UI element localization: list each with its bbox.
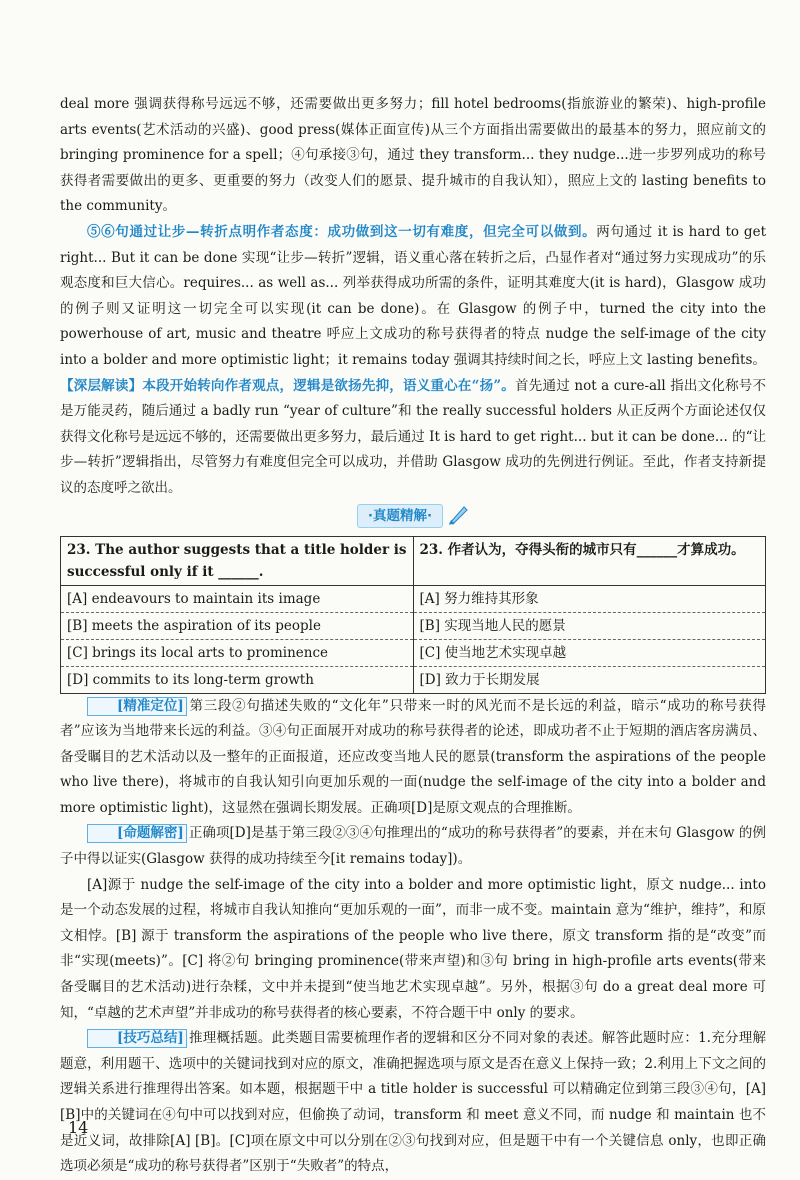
question-decode-paragraph <box>60 821 766 872</box>
question-decode-label: [命题解密] <box>87 824 187 843</box>
question-stem-row <box>61 536 766 585</box>
technique-summary-label: [技巧总结] <box>87 1029 187 1048</box>
technique-summary-paragraph <box>60 1026 766 1180</box>
question-stem-zh: 23. 作者认为，夺得头衔的城市只有______才算成功。 <box>413 536 766 585</box>
section-banner <box>60 504 766 530</box>
option-row <box>61 666 766 693</box>
analysis-paragraph-1: deal more 强调获得称号远远不够，还需要做出更多努力；fill hotel bedrooms(指旅游业的繁荣)、high-profile arts events(艺术活动的兴盛)、good press(媒体正面宣传)从三个方面指出需要做出的最基本的努力，照应前文的 bringing prominence for a spell；④句承接③句，通过 they transform... they nudge...进一步罗列成功的称号获得者需要做出的更多、更重要的努力（改变人们的愿景、提升城市的自我认知），照应上文的 lasting benefits to the community。 <box>60 96 766 215</box>
option-a-zh: [A] 努力维持其形象 <box>413 585 766 612</box>
paragraph-2-lead: ⑤⑥句通过让步—转折点明作者态度：成功做到这一切有难度，但完全可以做到。 <box>87 223 597 240</box>
question-table <box>60 536 766 694</box>
option-a-en: [A] endeavours to maintain its image <box>61 585 414 612</box>
deep-reading-label: 【深层解读】 <box>60 377 143 394</box>
precise-location-paragraph <box>60 694 766 822</box>
deep-reading-lead: 本段开始转向作者观点，逻辑是欲扬先抑，语义重心在“扬”。 <box>142 377 516 394</box>
question-stem-en: 23. The author suggests that a title holder is successful only if it ______. <box>61 536 414 585</box>
distractor-analysis-paragraph: [A]源于 nudge the self-image of the city into a bolder and more optimistic light，原文 nudge... into 是一个动态发展的过程，将城市自我认知推向“更加乐观的一面”，而非一成不变。maintain 意为“维护，维持”，和原文相悖。[B] 源于 transform the aspirations of the people who live there，原文 transform 指的是“改变”而非“实现(meets)”。[C] 将②句 bringing prominence(带来声望)和③句 bring in high-profile arts events(带来备受瞩目的艺术活动)进行杂糅，文中并未提到“使当地艺术实现卓越”。另外，根据③句 do a great deal more 可知，“卓越的艺术声望”并非成功的称号获得者的核心要素，不符合题干中 only 的要求。 <box>60 876 766 1021</box>
question-decode-text: 正确项[D]是基于第三段②③④句推理出的“成功的称号获得者”的要素，并在末句 Glasgow 的例子中得以证实(Glasgow 获得的成功持续至今[it remains today])。 <box>60 825 766 868</box>
option-row <box>61 612 766 639</box>
option-row <box>61 585 766 612</box>
option-d-en: [D] commits to its long-term growth <box>61 666 414 693</box>
pen-icon <box>447 504 469 526</box>
precise-location-label: [精准定位] <box>87 697 187 716</box>
option-row <box>61 639 766 666</box>
deep-reading-text: 首先通过 not a cure-all 指出文化称号不是万能灵药，随后通过 a badly run “year of culture”和 the really successful holders 从正反两个方面论述仅仅获得文化称号是远远不够的，还需要做出更多努力，最后通过 It is hard to get right... but it can be done... 的“让步—转折”逻辑指出，尽管努力有难度但完全可以成功，并借助 Glasgow 成功的先例进行例证。至此，作者支持新提议的态度呼之欲出。 <box>60 377 767 496</box>
page-body <box>60 92 766 1180</box>
paragraph-2-text: 两句通过 it is hard to get right... But it can be done 实现“让步—转折”逻辑，语义重心落在转折之后，凸显作者对“通过努力实现成功”的乐观态度和巨大信心。requires... as well as... 列举获得成功所需的条件，证明其难度大(it is hard)，Glasgow 成功的例子则又证明这一切完全可以实现(it can be done)。在 Glasgow 的例子中，turned the city into the powerhouse of art, music and theatre 呼应上文成功的称号获得者的特点 nudge the self-image of the city into a bolder and more optimistic light；it remains today 强调其持续时间之长，呼应上文 lasting benefits。 <box>60 223 766 368</box>
option-c-en: [C] brings its local arts to prominence <box>61 639 414 666</box>
option-b-zh: [B] 实现当地人民的愿景 <box>413 612 766 639</box>
option-b-en: [B] meets the aspiration of its people <box>61 612 414 639</box>
page-number: 14 <box>68 1118 89 1137</box>
option-c-zh: [C] 使当地艺术实现卓越 <box>413 639 766 666</box>
technique-summary-text: 推理概括题。此类题目需要梳理作者的逻辑和区分不同对象的表述。解答此题时应：1.充分理解题意，利用题干、选项中的关键词找到对应的原文，准确把握选项与原文是否在意义上保持一致；2.利用上下文之间的逻辑关系进行推理得出答案。如本题，根据题干中 a title holder is successful 可以精确定位到第三段③④句，[A] [B]中的关键词在④句中可以找到对应，但偷换了动词，transform 和 meet 意义不同，而 nudge 和 maintain 也不是近义词，故排除[A] [B]。[C]项在原文中可以分别在②③句找到对应，但是题干中有一个关键信息 only，也即正确选项必须是“成功的称号获得者”区别于“失败者”的特点， <box>60 1030 766 1175</box>
analysis-paragraph-2 <box>60 220 766 374</box>
precise-location-text: 第三段②句描述失败的“文化年”只带来一时的风光而不是长远的利益，暗示“成功的称号获得者”应该为当地带来长远的利益。③④句正面展开对成功的称号获得者的论述，即成功者不止于短期的酒店客房满员、备受瞩目的艺术活动以及一整年的正面报道，还应改变当地人民的愿景(transform the aspirations of the people who live there)，将城市的自我认知引向更加乐观的一面(nudge the self-image of the city into a bolder and more optimistic light)，这显然在强调长期发展。正确项[D]是原文观点的合理推断。 <box>60 697 766 816</box>
option-d-zh: [D] 致力于长期发展 <box>413 666 766 693</box>
banner-title: ·真题精解· <box>357 504 443 528</box>
deep-reading-paragraph <box>60 374 766 502</box>
